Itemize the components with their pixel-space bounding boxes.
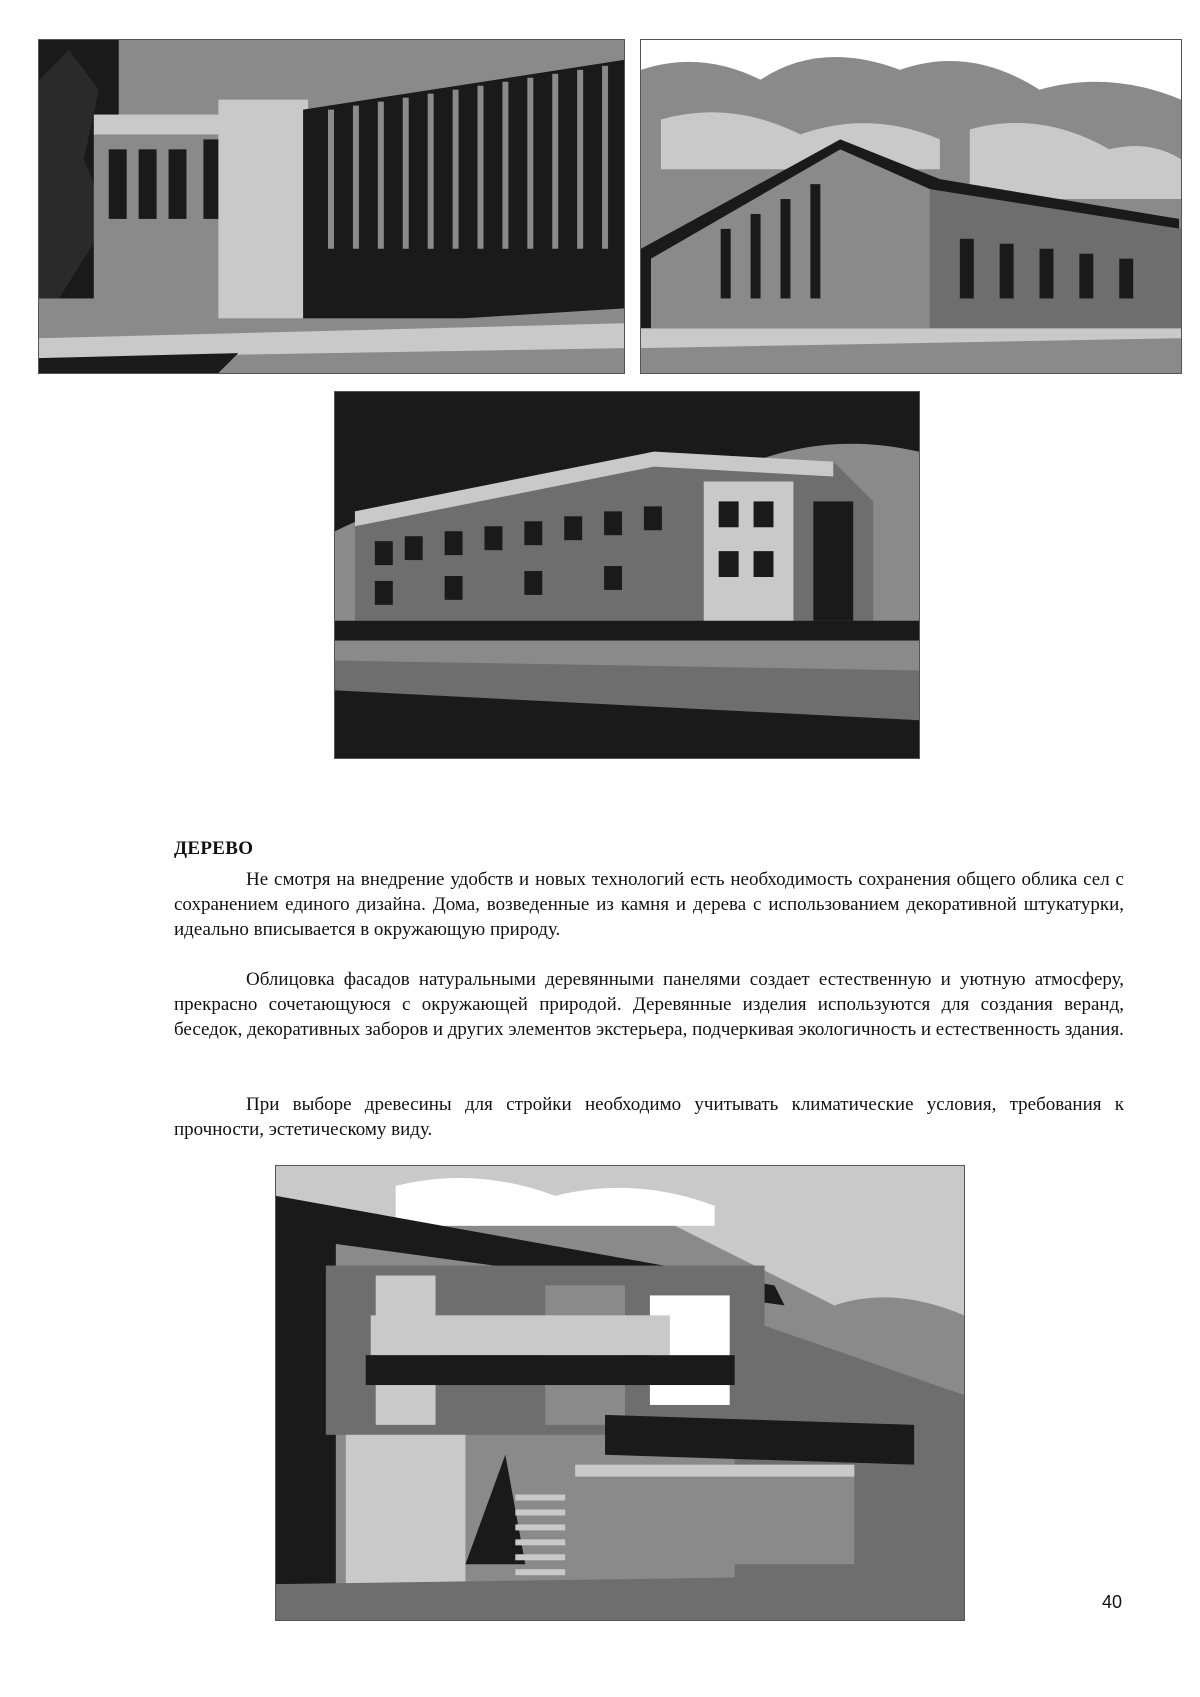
photo-row-housing-image — [335, 392, 919, 758]
paragraph: При выборе древесины для стройки необходимо учитывать климатические условия, требования к прочности, эстетическому виду. — [174, 1094, 1124, 1140]
paragraph: Не смотря на внедрение удобств и новых технологий есть необходимость сохранения общего облика сел с сохранением единого дизайна. Дома, возведенные из камня и дерева с использованием декоративной штукатурки, идеально вписывается в окружающую природу. — [174, 869, 1124, 940]
photo-row-housing — [334, 391, 920, 759]
page-number: 40 — [1102, 1592, 1123, 1612]
photo-building-facade — [38, 39, 625, 374]
photo-building-cloudy-sky-image — [641, 40, 1181, 373]
photo-building-cloudy-sky — [640, 39, 1182, 374]
paragraph: Облицовка фасадов натуральными деревянными панелями создает естественную и уютную атмосферу, прекрасно сочетающуюся с окружающей природой. Деревянные изделия используются для создания веранд, беседок, декоративных заборов и других элементов экстерьера, подчеркивая экологичность и естественность здания. — [174, 969, 1124, 1040]
photo-wooden-facade-house-image — [276, 1166, 964, 1620]
photo-wooden-facade-house — [275, 1165, 965, 1621]
section-heading: ДЕРЕВО — [174, 837, 254, 859]
photo-building-facade-image — [39, 40, 624, 373]
